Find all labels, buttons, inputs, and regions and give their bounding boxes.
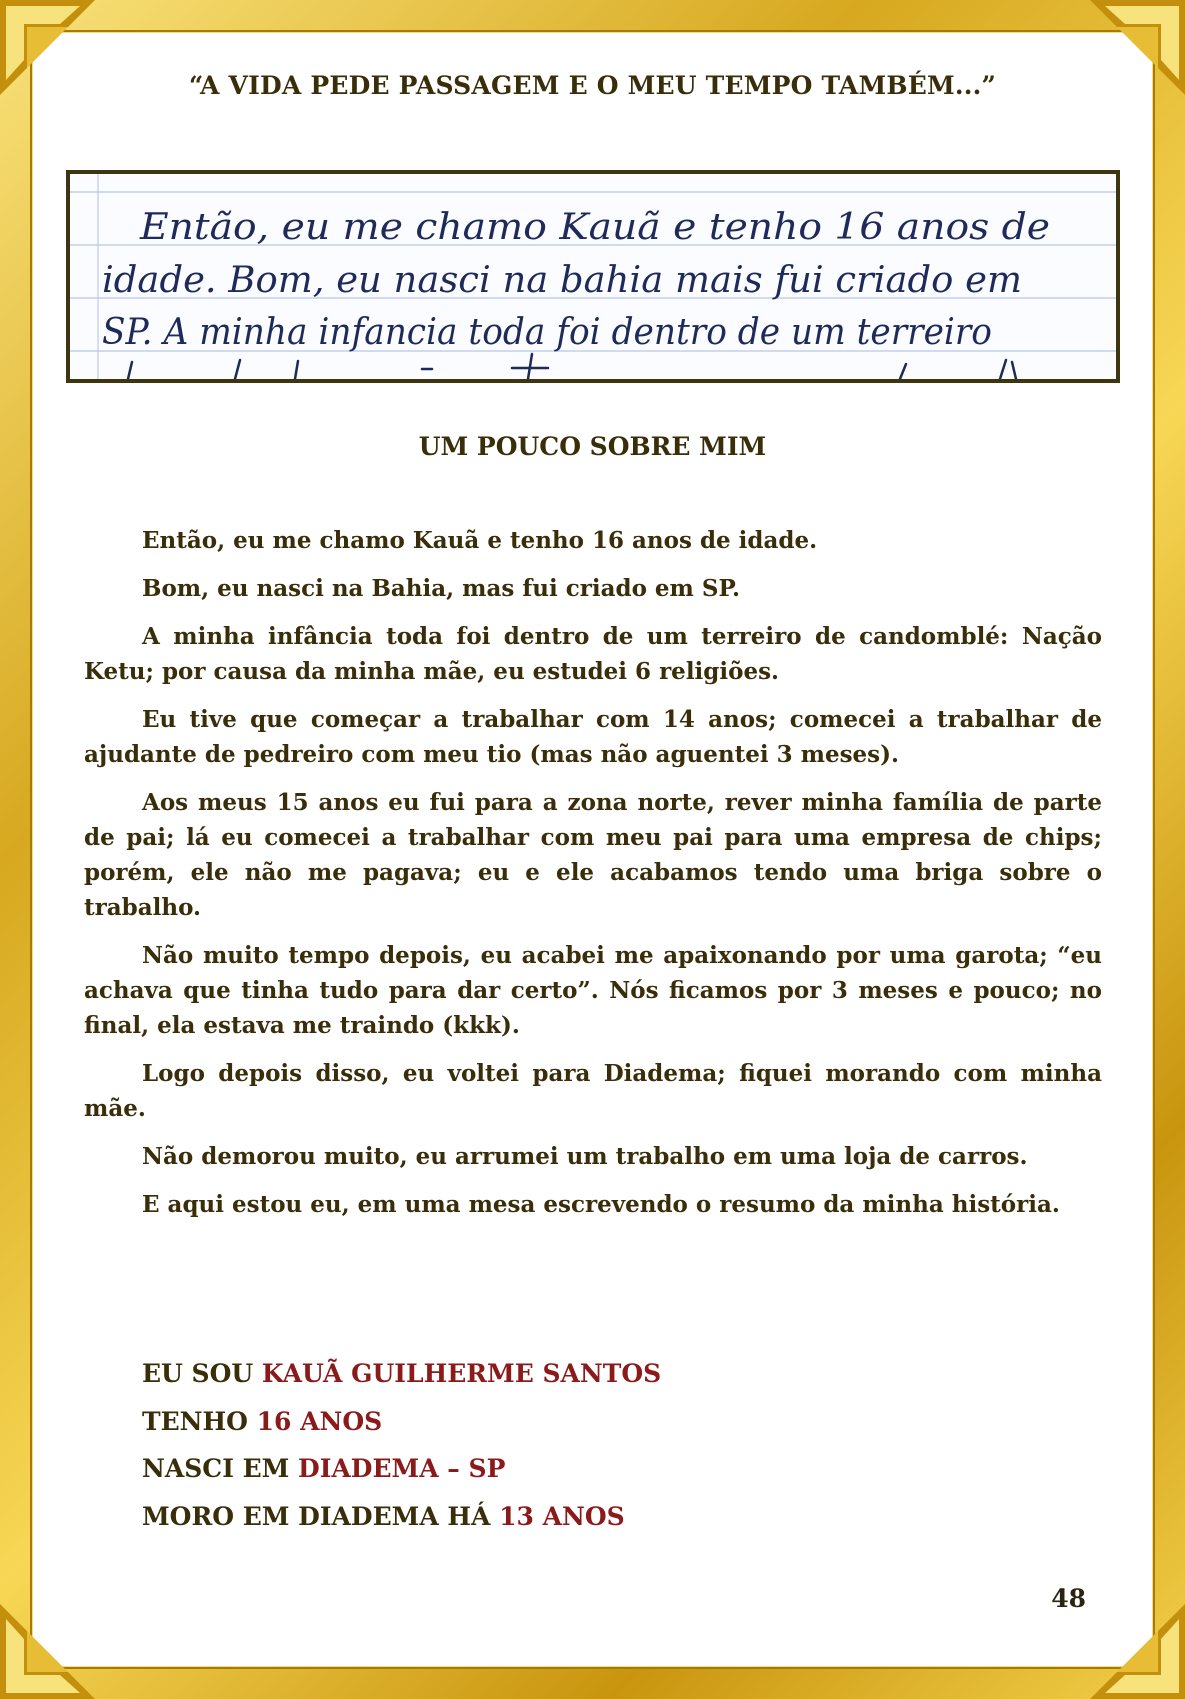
story-paragraph: Eu tive que começar a trabalhar com 14 anos; comecei a trabalhar de ajudante de pedreiro com meu tio (mas não aguentei 3 meses).: [84, 706, 1102, 768]
fact-label: NASCI EM: [142, 1454, 299, 1483]
fact-label: EU SOU: [142, 1359, 262, 1388]
handwriting-line-1: Então, eu me chamo Kauã e tenho 16 anos de: [138, 207, 1050, 248]
fact-age: [142, 1398, 1042, 1446]
fact-birthplace: [142, 1445, 1042, 1493]
story-paragraph: A minha infância toda foi dentro de um terreiro de candomblé: Nação Ketu; por causa da minha mãe, eu estudei 6 religiões.: [84, 623, 1102, 685]
story-paragraph: Então, eu me chamo Kauã e tenho 16 anos de idade.: [142, 527, 818, 554]
page-header-title: “A VIDA PEDE PASSAGEM E O MEU TEMPO TAMBÉM...”: [188, 71, 997, 100]
fact-label: MORO EM DIADEMA HÁ: [142, 1501, 500, 1531]
fact-value: 13 ANOS: [499, 1501, 625, 1531]
story-paragraph: E aqui estou eu, em uma mesa escrevendo o resumo da minha história.: [142, 1191, 1060, 1218]
section-heading: UM POUCO SOBRE MIM: [418, 432, 767, 461]
fact-name: [142, 1350, 1042, 1398]
handwriting-line-3: SP. A minha infancia toda foi dentro de um terreiro: [102, 312, 992, 353]
fact-value: KAUÃ GUILHERME SANTOS: [261, 1359, 662, 1388]
handwritten-note-image: [66, 170, 1120, 383]
fact-value: DIADEMA – SP: [298, 1454, 506, 1483]
fact-value: 16 ANOS: [256, 1406, 383, 1436]
story-paragraph: Bom, eu nasci na Bahia, mas fui criado em SP.: [142, 575, 740, 602]
story-paragraph: Não demorou muito, eu arrumei um trabalho em uma loja de carros.: [142, 1143, 1028, 1170]
corner-ornament-bottom-left: [0, 1604, 95, 1699]
handwriting-line-2: idade. Bom, eu nasci na bahia mais fui criado em: [102, 260, 1022, 301]
story-body: [84, 523, 1102, 1235]
fact-label: TENHO: [142, 1406, 257, 1436]
page-number: 48: [1051, 1584, 1086, 1613]
personal-facts: [142, 1350, 1042, 1540]
story-paragraph: Não muito tempo depois, eu acabei me apaixonando por uma garota; “eu achava que tinha tudo para dar certo”. Nós ficamos por 3 meses e pouco; no final, ela estava me traindo (kkk).: [84, 942, 1102, 1039]
corner-ornament-bottom-right: [1090, 1604, 1185, 1699]
story-paragraph: Logo depois disso, eu voltei para Diadema; fiquei morando com minha mãe.: [84, 1060, 1102, 1122]
story-paragraph: Aos meus 15 anos eu fui para a zona norte, rever minha família de parte de pai; lá eu comecei a trabalhar com meu pai para uma empresa de chips; porém, ele não me pagava; eu e ele acabamos tendo uma briga sobre o trabalho.: [84, 789, 1102, 921]
fact-residence: [142, 1493, 1042, 1541]
